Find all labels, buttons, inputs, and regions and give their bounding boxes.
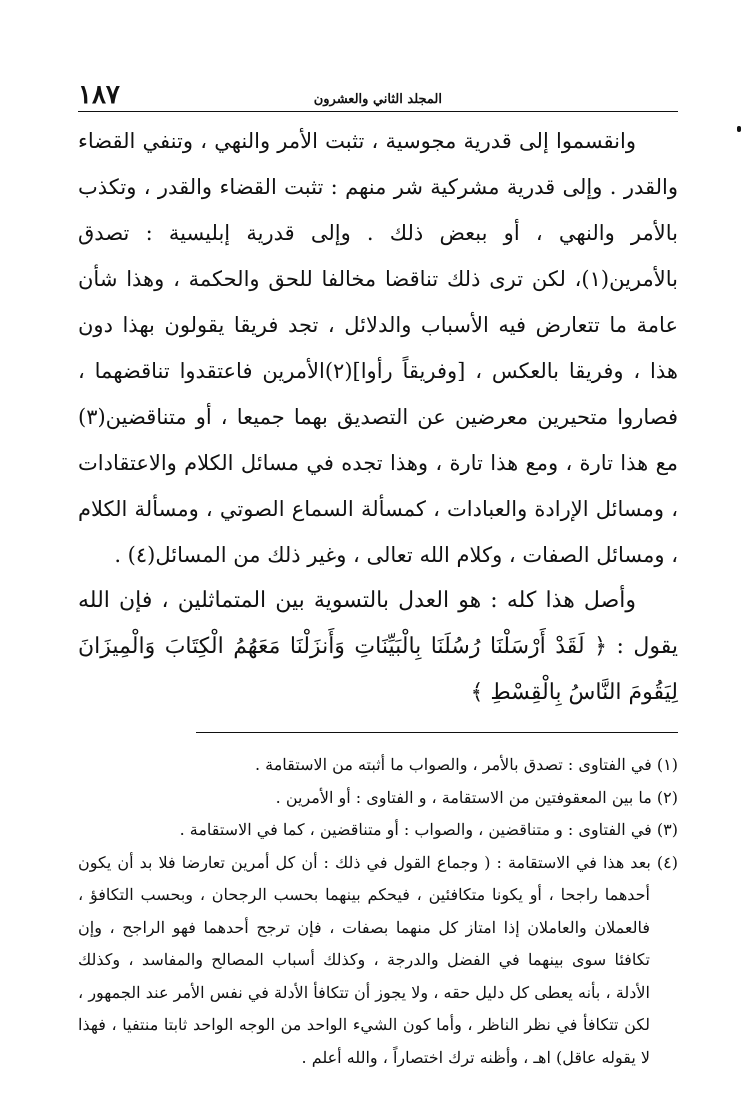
page-header <box>78 78 678 112</box>
footnote-1: (١) في الفتاوى : تصدق بالأمر ، والصواب ما أثبته من الاستقامة . <box>254 755 678 774</box>
main-text <box>78 118 678 716</box>
footnote-separator <box>196 732 678 733</box>
footnote-3: (٣) في الفتاوى : و متناقضين ، والصواب : أو متناقضين ، كما في الاستقامة . <box>179 820 678 839</box>
book-page <box>78 78 678 1074</box>
running-title: المجلد الثاني والعشرون <box>313 92 442 107</box>
footnotes <box>78 749 678 1074</box>
footnote-4: (٤) بعد هذا في الاستقامة : ( وجماع القول في ذلك : أن كل أمرين تعارضا فلا بد أن يكون أحدهما راجحا ، أو يكونا متكافئين ، فيحكم بينهما بحسب الرجحان ، وبحسب التكافؤ ، فالعملان والعاملان إذا امتاز كل منهما بصفات ، فإن ترجح أحدهما فهو الراجح ، وإن تكافئا سوى بينهما في الفضل والدرجة ، وكذلك أسباب المصالح والمفاسد ، وكذلك الأدلة ، بأنه يعطى كل دليل حقه ، ولا يجوز أن تتكافأ الأدلة في نفس الأمر عند الجمهور ، لكن تتكافأ في نظر الناظر ، وأما كون الشيء الواحد من الوجه الواحد ثابتا منتفيا ، فهذا لا يقوله عاقل) اهـ ، وأظنه ترك اختصاراً ، والله أعلم . <box>78 852 678 1067</box>
page-number: ١٨٧ <box>78 80 120 110</box>
paragraph-2: وأصل هذا كله : هو العدل بالتسوية بين المتماثلين ، فإن الله يقول : ﴿ لَقَدْ أَرْسَلْنَا رُسُلَنَا بِالْبَيِّنَاتِ وَأَنزَلْنَا مَعَهُمُ الْكِتَابَ وَالْمِيزَانَ لِيَقُومَ النَّاسُ بِالْقِسْطِ ﴾ <box>78 588 678 705</box>
header-rule <box>78 111 678 112</box>
margin-mark <box>737 126 741 132</box>
footnote-2: (٢) ما بين المعقوفتين من الاستقامة ، و الفتاوى : أو الأمرين . <box>275 787 678 807</box>
paragraph-1: وانقسموا إلى قدرية مجوسية ، تثبت الأمر والنهي ، وتنفي القضاء والقدر . وإلى قدرية مشركية شر منهم : تثبت القضاء والقدر ، وتكذب بالأمر والنهي ، أو ببعض ذلك . وإلى قدرية إبليسية : تصدق بالأمرين(١)، لكن ترى ذلك تناقضا مخالفا للحق والحكمة ، وهذا شأن عامة ما تتعارض فيه الأسباب والدلائل ، تجد فريقا يقولون بهذا دون هذا ، وفريقا بالعكس ، [وفريقاً رأوا](٢)الأمرين فاعتقدوا تناقضهما ، فصاروا متحيرين معرضين عن التصديق بهما جميعا ، أو متناقضين(٣) مع هذا تارة ، ومع هذا تارة ، وهذا تجده في مسائل الكلام والاعتقادات ، ومسائل الإرادة والعبادات ، كمسألة السماع الصوتي ، ومسألة الكلام ، ومسائل الصفات ، وكلام الله تعالى ، وغير ذلك من المسائل(٤) . <box>78 129 678 567</box>
